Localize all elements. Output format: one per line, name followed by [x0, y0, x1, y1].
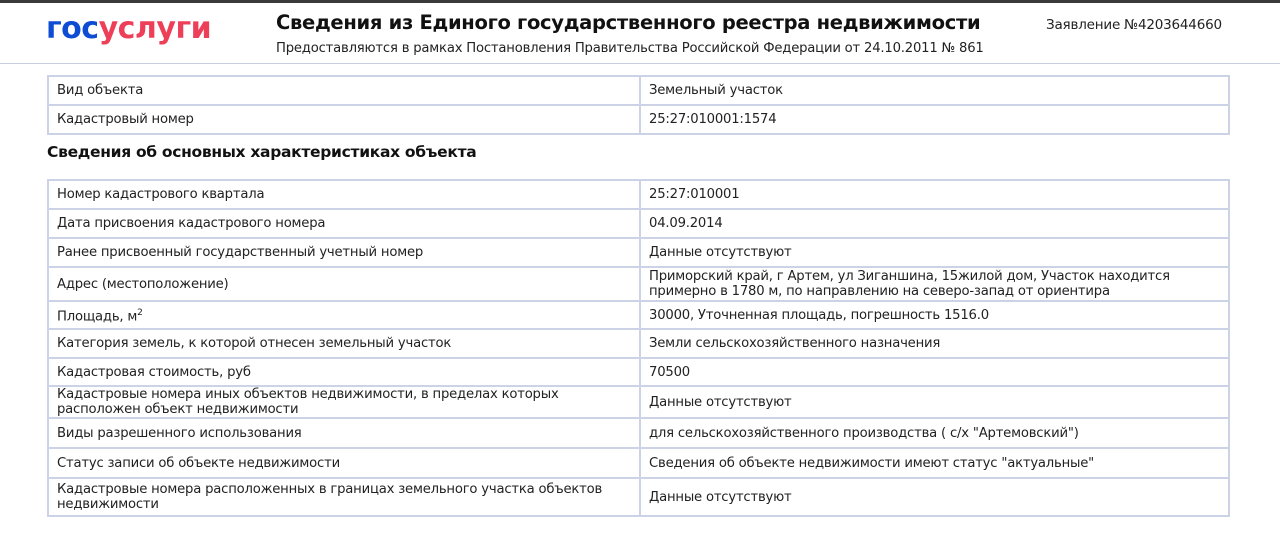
row-label-text: Кадастровые номера иных объектов недвижимости, в пределах которых расположен объект недвижимости: [57, 387, 559, 417]
row-label-text: Кадастровые номера расположенных в границах земельного участка объектов недвижимости: [57, 482, 603, 512]
row-value: Сведения об объекте недвижимости имеют статус "актуальные": [640, 448, 1229, 478]
row-label: [48, 478, 640, 516]
table-row: [48, 267, 1229, 301]
row-label: [48, 418, 640, 448]
table-row: [48, 448, 1229, 478]
row-label-text: Кадастровая стоимость, руб: [57, 364, 251, 380]
characteristics-table: [47, 179, 1230, 517]
logo-part1: гос: [46, 11, 99, 46]
table-row: [48, 386, 1229, 418]
row-label: [48, 358, 640, 386]
row-label: [48, 301, 640, 329]
row-label: [48, 386, 640, 418]
table-row: [48, 478, 1229, 516]
row-label: [48, 238, 640, 267]
row-value: Приморский край, г Артем, ул Зиганшина, 15жилой дом, Участок находится примерно в 1780 м, по направлению на северо-запад от ориентира: [640, 267, 1229, 301]
row-label: [48, 329, 640, 358]
row-label: Вид объекта: [48, 76, 640, 105]
row-value: Данные отсутствуют: [640, 386, 1229, 418]
row-label-text: Виды разрешенного использования: [57, 425, 302, 441]
row-value: 70500: [640, 358, 1229, 386]
row-label-text: Площадь, м: [57, 309, 138, 325]
row-label: Кадастровый номер: [48, 105, 640, 134]
row-value: Данные отсутствуют: [640, 238, 1229, 267]
row-label: [48, 267, 640, 301]
row-value: 25:27:010001:1574: [640, 105, 1229, 134]
table-row: [48, 180, 1229, 209]
table-row: [48, 209, 1229, 238]
row-value: для сельскохозяйственного производства ( с/х "Артемовский"): [640, 418, 1229, 448]
table-row: [48, 329, 1229, 358]
row-label-text: Номер кадастрового квартала: [57, 187, 265, 202]
logo-part2: услуги: [98, 11, 212, 46]
row-label-text: Статус записи об объекте недвижимости: [57, 455, 340, 471]
row-label: [48, 180, 640, 209]
row-label-text: Адрес (местоположение): [57, 276, 229, 292]
superscript: 2: [137, 307, 143, 318]
table-row: [48, 301, 1229, 329]
table-row: [48, 418, 1229, 448]
row-value: 30000, Уточненная площадь, погрешность 1516.0: [640, 301, 1229, 329]
document-title: Сведения из Единого государственного реестра недвижимости: [276, 11, 981, 34]
document-header: [0, 3, 1280, 64]
row-value: 04.09.2014: [640, 209, 1229, 238]
table-row: [48, 358, 1229, 386]
row-label-text: Категория земель, к которой отнесен земельный участок: [57, 336, 452, 351]
row-value: Земельный участок: [640, 76, 1229, 105]
gosuslugi-logo: [46, 11, 211, 46]
row-value: Данные отсутствуют: [640, 478, 1229, 516]
row-value: Земли сельскохозяйственного назначения: [640, 329, 1229, 358]
table-row: [48, 76, 1229, 105]
row-label-text: Ранее присвоенный государственный учетный номер: [57, 245, 424, 260]
row-label-text: Дата присвоения кадастрового номера: [57, 216, 326, 231]
section-title: Сведения об основных характеристиках объекта: [47, 143, 477, 161]
document-subtitle: Предоставляются в рамках Постановления Правительства Российской Федерации от 24.10.2011 № 861: [276, 41, 984, 56]
row-value: 25:27:010001: [640, 180, 1229, 209]
object-table: [47, 75, 1230, 135]
table-row: [48, 238, 1229, 267]
row-label: [48, 209, 640, 238]
table-row: [48, 105, 1229, 134]
application-number: Заявление №4203644660: [1046, 17, 1222, 33]
row-label: [48, 448, 640, 478]
